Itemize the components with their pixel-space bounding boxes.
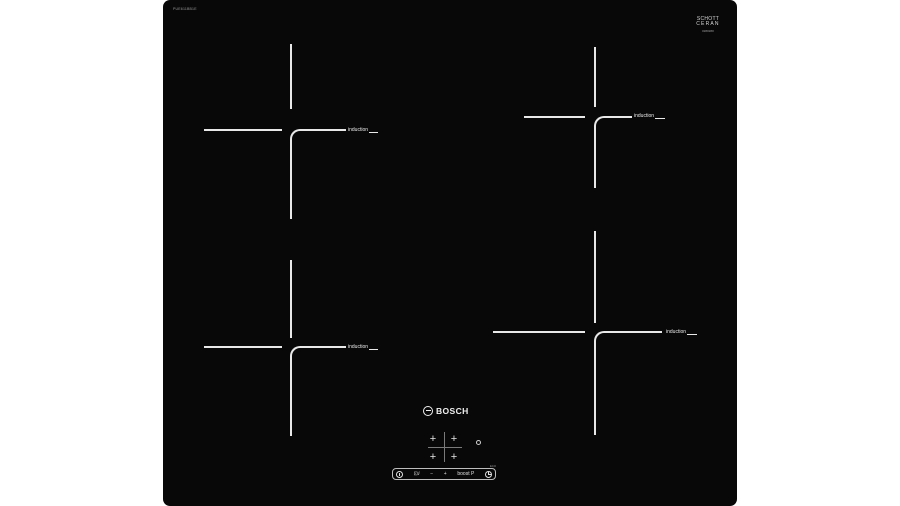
zone-guide-line: [616, 331, 662, 333]
cooktop-glass: [163, 0, 737, 506]
select-rear-left-button[interactable]: +: [429, 433, 437, 445]
schott-ceran-logo: [693, 17, 723, 34]
zone-guide-line: [616, 116, 632, 118]
zone-guide-line: [369, 132, 378, 133]
brand-name: BOSCH: [436, 406, 469, 416]
zone-guide-line: [369, 349, 378, 350]
zone-guide-line: [655, 118, 665, 119]
zone-guide-line: [493, 331, 585, 333]
schott-logo-line3: #######: [702, 29, 714, 33]
brand-logo: [423, 406, 469, 416]
select-front-right-button[interactable]: +: [450, 451, 458, 463]
induction-label: induction: [348, 344, 369, 350]
zone-corner-mark: [290, 346, 312, 368]
zone-guide-line: [524, 116, 585, 118]
power-icon[interactable]: [396, 471, 403, 478]
touch-control-strip: [392, 468, 496, 480]
zone-guide-line: [290, 44, 292, 109]
induction-label: induction: [666, 329, 687, 335]
zone-corner-mark: [290, 129, 312, 151]
model-code: PUE611BB1E: [173, 7, 197, 11]
minus-button[interactable]: −: [430, 471, 434, 477]
zone-guide-line: [204, 129, 282, 131]
plus-button[interactable]: +: [443, 471, 447, 477]
zone-corner-mark: [594, 331, 616, 353]
bosch-armature-icon: [423, 406, 433, 416]
clock-icon[interactable]: [485, 471, 492, 478]
schott-logo-line2: CERAN: [696, 21, 720, 27]
zone-guide-line: [290, 260, 292, 338]
zone-guide-line: [204, 346, 282, 348]
zone-guide-line: [594, 231, 596, 323]
select-rear-right-button[interactable]: +: [450, 433, 458, 445]
zone-selector-divider: [428, 447, 462, 448]
zone-corner-mark: [594, 116, 616, 138]
zone-guide-line: [594, 47, 596, 107]
childlock-button[interactable]: ⊡ⅈ: [413, 471, 420, 477]
boost-button[interactable]: boost P: [457, 471, 475, 477]
zone-guide-line: [312, 346, 346, 348]
schott-logo-line1: SCHOTT: [696, 16, 720, 22]
select-front-left-button[interactable]: +: [429, 451, 437, 463]
eco-indicator: ECO: [490, 464, 497, 468]
zone-guide-line: [687, 334, 697, 335]
induction-label: induction: [348, 127, 369, 133]
zone-guide-line: [594, 353, 596, 435]
zone-guide-line: [312, 129, 346, 131]
zone-guide-line: [290, 368, 292, 436]
timer-indicator-icon: [476, 440, 481, 445]
zone-guide-line: [594, 138, 596, 188]
induction-label: induction: [634, 113, 655, 119]
zone-guide-line: [290, 151, 292, 219]
